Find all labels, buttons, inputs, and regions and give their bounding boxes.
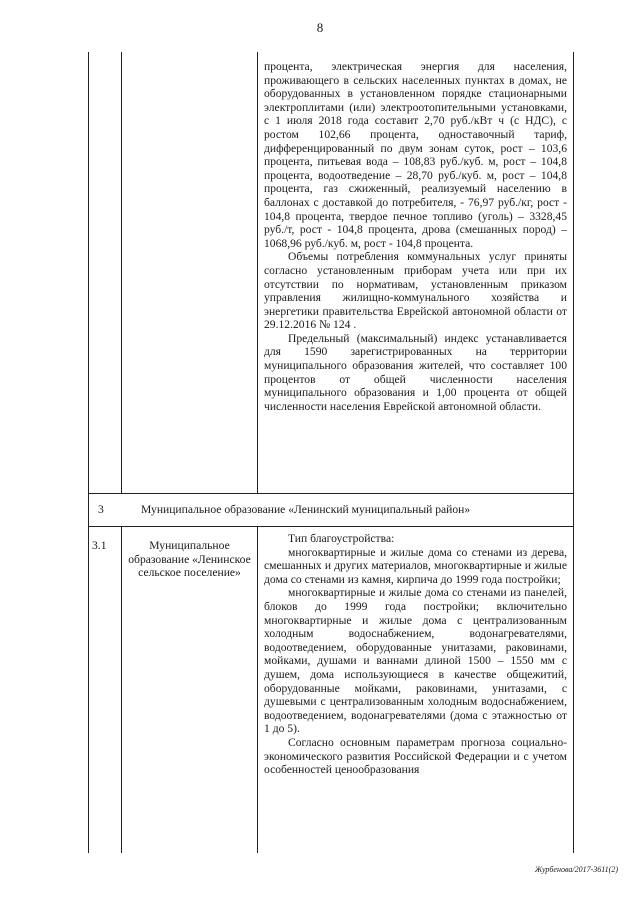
municipality-name: Муниципальное образование «Ленинское сельское поселение» xyxy=(128,539,251,580)
paragraph: Согласно основным параметрам прогноза социально-экономического развития Российской Федерации и с учетом особенностей ценообразования xyxy=(264,735,567,777)
continued-row-text xyxy=(264,60,567,413)
paragraph: Объемы потребления коммунальных услуг приняты согласно установленным приборам учета или при их отсутствии по нормативам, установленным приказом управления жилищно-коммунального хозяйства и энергетики правительства Еврейской автономной области от 29.12.2016 № 124 . xyxy=(264,250,567,332)
paragraph: Предельный (максимальный) индекс устанавливается для 1590 зарегистрированных на территории муниципального образования жителей, что составляет 100 процентов от общей численности населения муниципального образования и 1,00 процента от общей численности населения Еврейской автономной области. xyxy=(264,331,567,413)
table-column-divider-1 xyxy=(121,526,122,853)
table-row-divider xyxy=(88,493,574,494)
table-column-divider-1 xyxy=(121,52,122,493)
table-column-divider-2 xyxy=(257,52,258,493)
paragraph: процента, электрическая энергия для населения, проживающего в сельских населенных пунктах в домах, не оборудованных в установленном порядке стационарными электроплитами (или) электроотопительными установками, с 1 июля 2018 года составит 2,70 руб./кВт ч (с НДС), с ростом 102,66 процента, одноставочный тариф, дифференцированный по двум зонам суток, рост – 103,6 процента, питьевая вода – 108,83 руб./куб. м, рост – 104,8 процента, водоотведение – 28,70 руб./куб. м, рост – 104,8 процента, газ сжиженный, реализуемый населению в баллонах с доставкой до потребителя, - 76,97 руб./кг, рост - 104,8 процента, твердое печное топливо (уголь) – 3328,45 руб./т, рост - 104,8 процента, дрова (смешанных пород) – 1068,96 руб./куб. м, рост - 104,8 процента. xyxy=(264,60,567,250)
row-number: 3 xyxy=(98,503,104,516)
row-number: 3.1 xyxy=(92,539,107,552)
table-column-divider-2 xyxy=(257,526,258,853)
page-number: 8 xyxy=(316,20,324,35)
row-title: Муниципальное образование «Ленинский муниципальный район» xyxy=(141,503,471,516)
table-right-border xyxy=(573,52,574,853)
paragraph: многоквартирные и жилые дома со стенами из дерева, смешанных и других материалов, многоквартирные и жилые дома со стенами из камня, кирпича до 1999 года постройки; xyxy=(264,545,567,586)
row-description xyxy=(264,532,567,777)
table-left-border xyxy=(88,52,89,853)
paragraph: многоквартирные и жилые дома со стенами из панелей, блоков до 1999 года постройки; включительно многоквартирные и жилые дома с централизованным холодным водоснабжением, водонагревателями, водоотведением, оборудованные унитазами, раковинами, мойками, душами и ваннами длиной 1500 – 1550 мм с душем, дома использующиеся в качестве общежитий, оборудованные мойками, раковинами, унитазами, с душевыми с централизованным холодным водоснабжением, водоотведением, водонагревателями (дома с этажностью от 1 до 5). xyxy=(264,586,567,736)
table-row-divider xyxy=(88,526,574,527)
paragraph: Тип благоустройства: xyxy=(288,532,395,545)
document-footer-code: Журбенова/2017-3611(2) xyxy=(534,865,618,874)
